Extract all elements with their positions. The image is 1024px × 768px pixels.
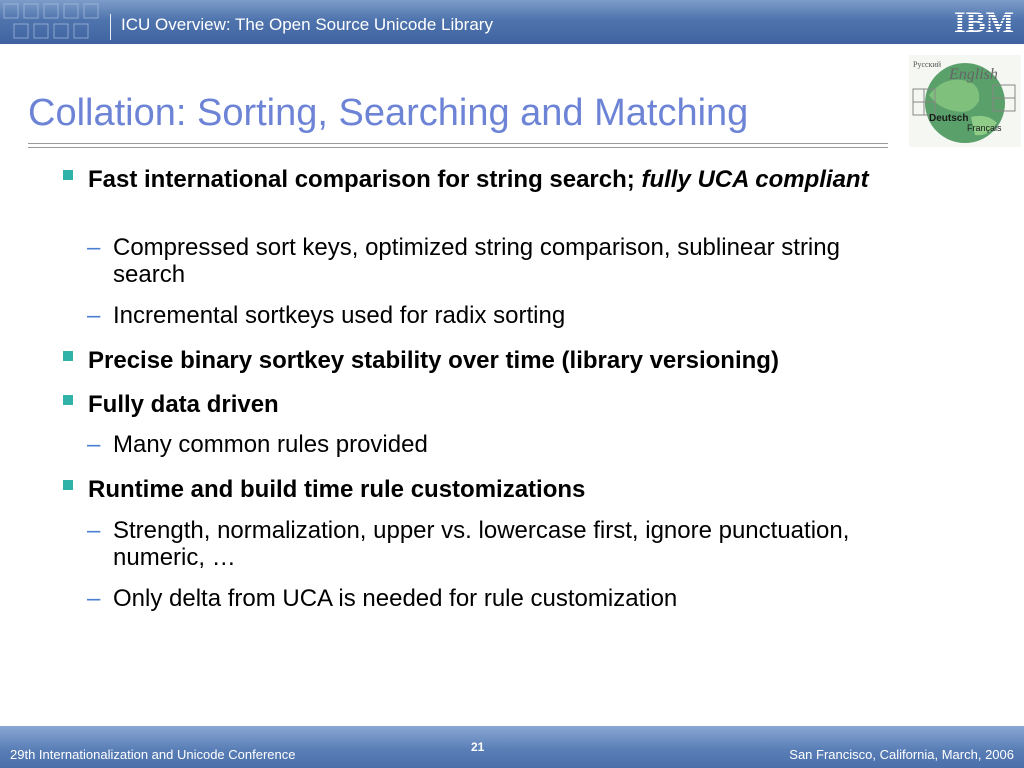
bullet-text: Fully data driven (88, 391, 279, 418)
dash-bullet-icon: – (87, 585, 101, 612)
sub-bullet-common-rules (87, 431, 913, 458)
sub-bullet-text: Compressed sort keys, optimized string comparison, sublinear string search (113, 234, 840, 288)
bullet-text: Runtime and build time rule customizations (88, 476, 586, 503)
square-bullet-icon (63, 170, 73, 180)
square-bullet-icon (63, 351, 73, 361)
square-bullet-icon (63, 395, 73, 405)
bullet-text: Precise binary sortkey stability over time (library versioning) (88, 347, 779, 374)
svg-text:Deutsch: Deutsch (929, 113, 969, 124)
svg-text:IBM: IBM (954, 6, 1014, 36)
dash-bullet-icon: – (87, 517, 101, 544)
page-number: 21 (471, 740, 485, 754)
footer-bar (0, 726, 1024, 768)
square-bullet-icon (63, 480, 73, 490)
bullet-data-driven (88, 391, 918, 418)
footer-conference: 29th Internationalization and Unicode Conference (10, 747, 296, 762)
dash-bullet-icon: – (87, 431, 101, 458)
sub-bullet-incremental-sortkeys (87, 302, 913, 329)
dash-bullet-icon: – (87, 234, 101, 261)
slide-title: Collation: Sorting, Searching and Matching (28, 92, 749, 134)
svg-text:English: English (949, 66, 998, 83)
sub-bullet-text: Many common rules provided (113, 431, 428, 458)
bullet-fast-comparison (88, 166, 918, 193)
bullet-emphasis: fully UCA compliant (641, 166, 869, 193)
sub-bullet-text: Only delta from UCA is needed for rule customization (113, 585, 678, 612)
sub-bullet-text: Strength, normalization, upper vs. lowercase first, ignore punctuation, numeric, … (113, 517, 850, 571)
sub-bullet-strength-options (87, 517, 913, 571)
sub-bullet-compressed-sort-keys (87, 234, 913, 288)
footer-location: San Francisco, California, March, 2006 (789, 747, 1014, 762)
dash-bullet-icon: – (87, 302, 101, 329)
bullet-rule-customizations (88, 476, 918, 503)
svg-text:Français: Français (967, 123, 1002, 133)
bullet-text: Fast international comparison for string search; (88, 166, 642, 193)
bullet-sortkey-stability (88, 347, 918, 374)
header-title: ICU Overview: The Open Source Unicode Library (121, 15, 493, 34)
sub-bullet-text: Incremental sortkeys used for radix sorting (113, 302, 566, 329)
sub-bullet-delta-from-uca (87, 585, 913, 612)
svg-text:Русский: Русский (913, 60, 941, 69)
